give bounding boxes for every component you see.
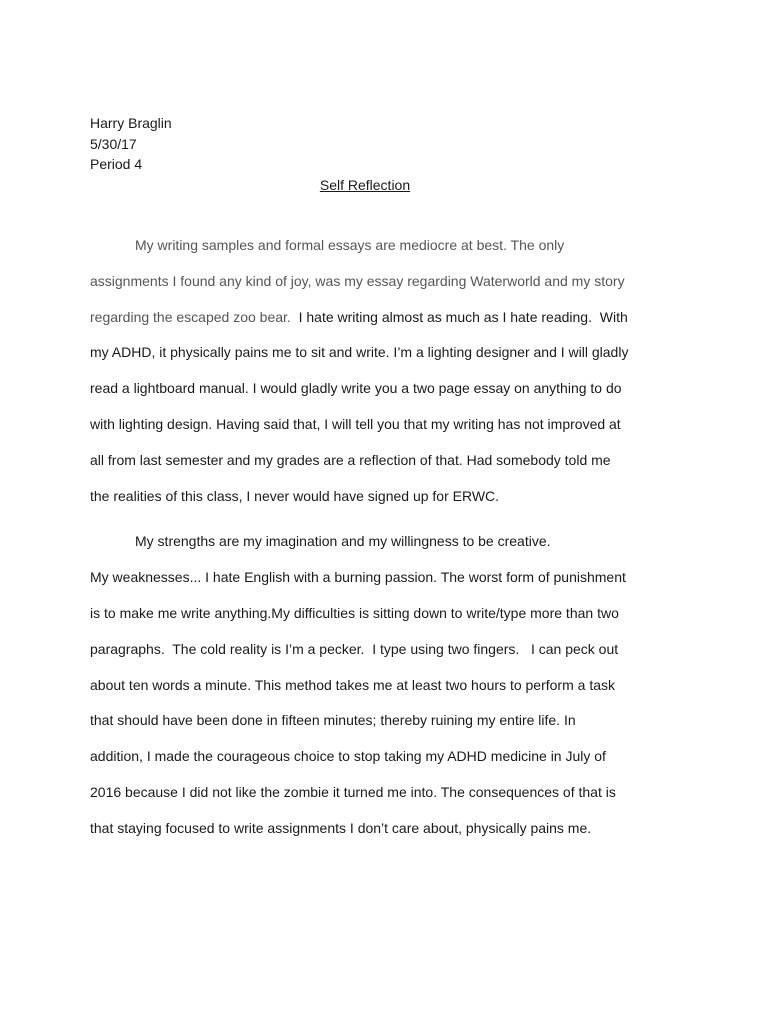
text-line: about ten words a minute. This method takes me at least two hours to perform a task — [90, 676, 615, 693]
text-line: all from last semester and my grades are a reflection of that. Had somebody told me — [90, 451, 611, 468]
page-title-container — [0, 175, 730, 195]
text-line: that should have been done in fifteen minutes; thereby ruining my entire life. In — [90, 712, 576, 729]
paragraph-gap — [90, 520, 680, 530]
page-title: Self Reflection — [319, 177, 411, 193]
header-block — [90, 113, 172, 175]
class-period: Period 4 — [90, 156, 143, 172]
text-span: regarding the escaped zoo bear. — [90, 308, 291, 325]
essay-body — [90, 234, 680, 853]
text-line: my ADHD, it physically pains me to sit and write. I’m a lighting designer and I will gladly — [90, 344, 629, 361]
text-line: is to make me write anything.My difficulties is sitting down to write/type more than two — [90, 604, 619, 621]
text-line: 2016 because I did not like the zombie it turned me into. The consequences of that is — [90, 783, 616, 800]
text-line — [90, 306, 680, 342]
text-line: My writing samples and formal essays are mediocre at best. The only — [135, 237, 565, 253]
text-line: My strengths are my imagination and my willingness to be creative. — [135, 533, 551, 550]
text-span: I hate writing almost as much as I hate reading. With — [290, 308, 628, 325]
text-line: the realities of this class, I never would have signed up for ERWC. — [90, 487, 500, 504]
text-line: paragraphs. The cold reality is I’m a pecker. I type using two fingers. I can peck out — [90, 640, 619, 657]
text-line: read a lightboard manual. I would gladly write you a two page essay on anything to do — [90, 380, 622, 397]
text-line: addition, I made the courageous choice to stop taking my ADHD medicine in July of — [90, 748, 606, 765]
text-line: assignments I found any kind of joy, was my essay regarding Waterworld and my story — [90, 272, 625, 289]
text-line: My weaknesses... I hate English with a burning passion. The worst form of punishment — [90, 569, 626, 586]
author-name: Harry Braglin — [90, 115, 172, 131]
paragraph-1 — [90, 234, 680, 520]
text-line: that staying focused to write assignments I don’t care about, physically pains me. — [90, 819, 592, 836]
text-line: with lighting design. Having said that, I will tell you that my writing has not improved at — [90, 415, 621, 432]
paragraph-2 — [90, 530, 680, 852]
document-date: 5/30/17 — [90, 135, 137, 152]
